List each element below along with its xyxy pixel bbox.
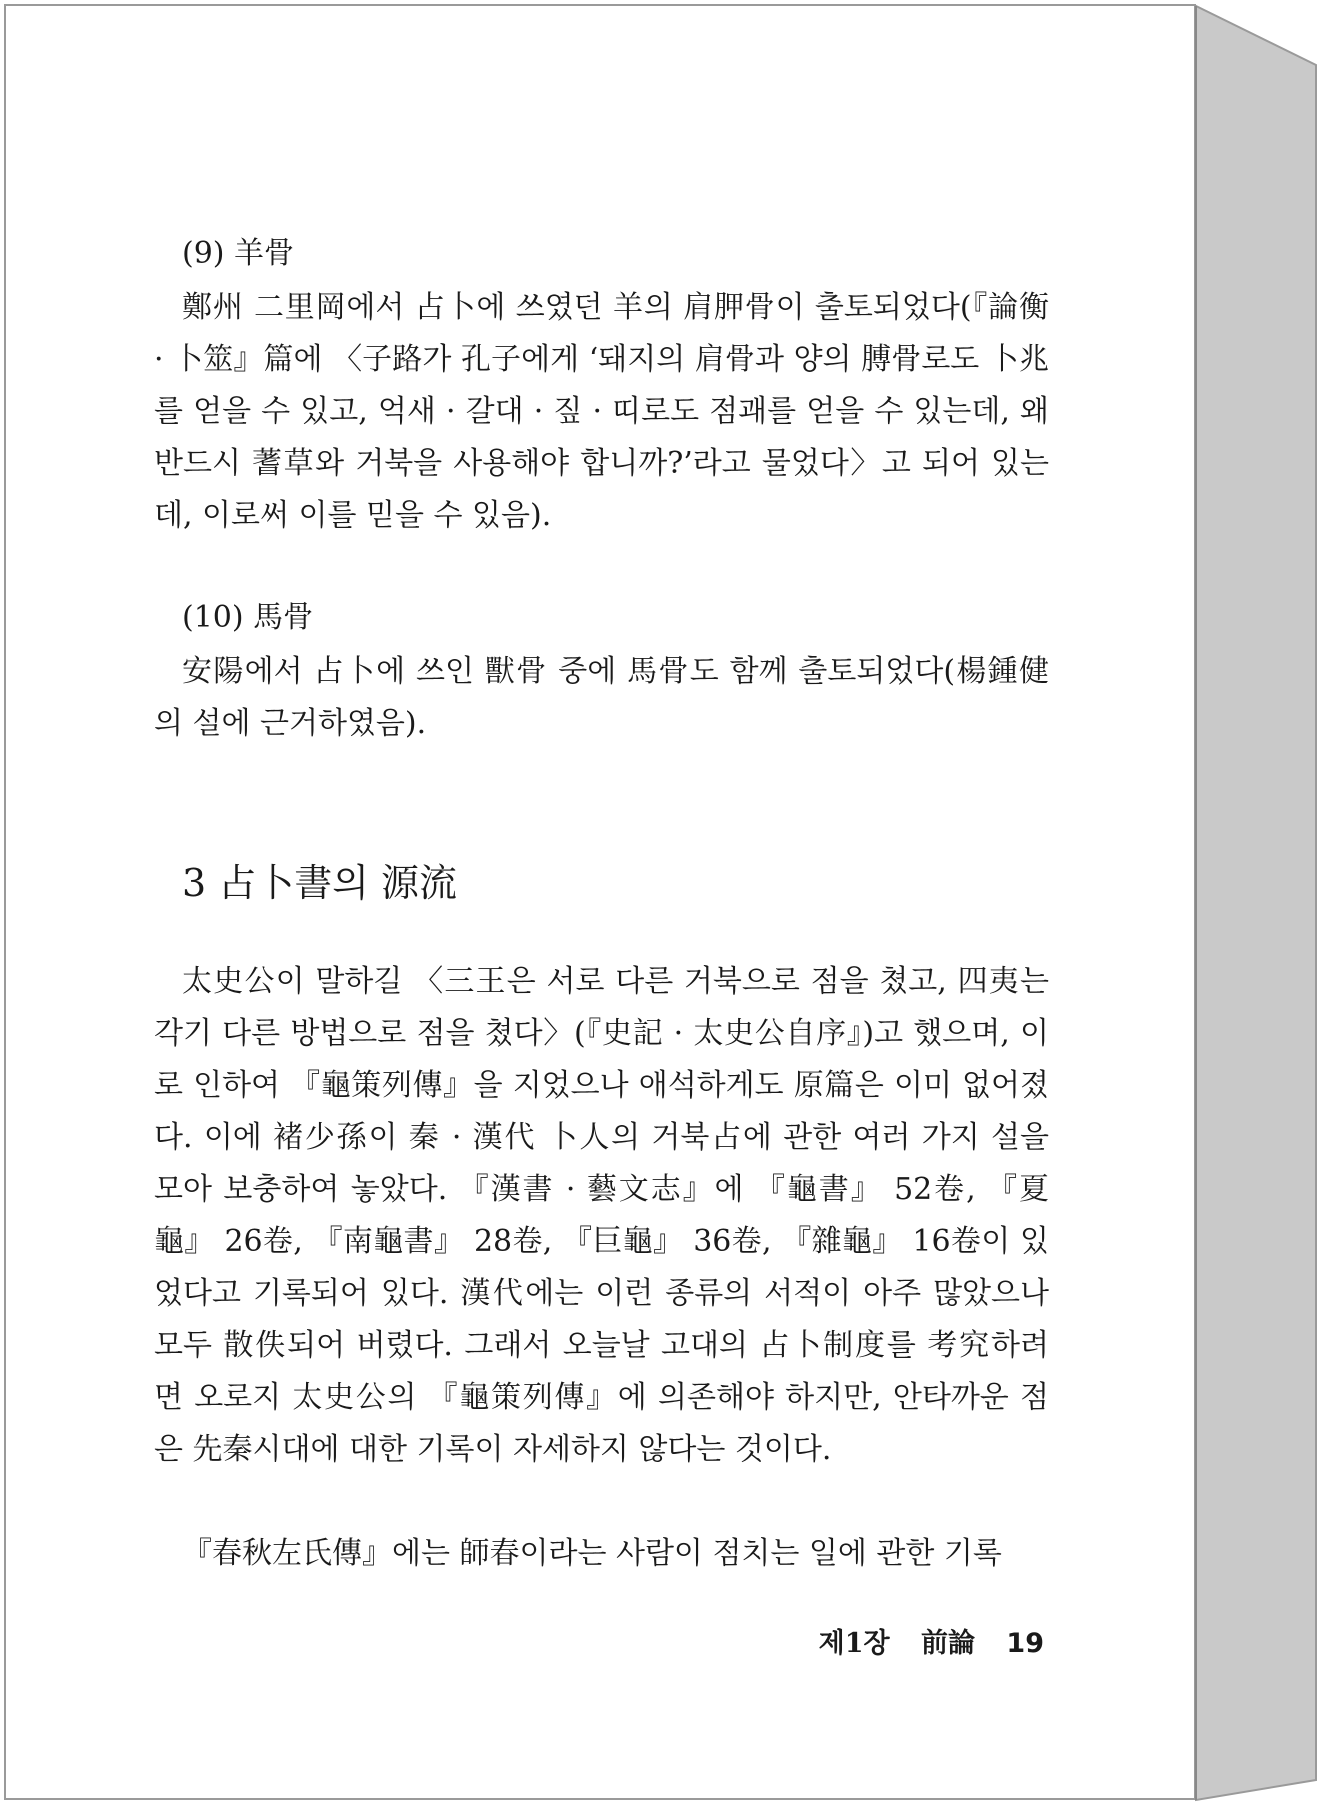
footer-chapter-title: 前論 [921, 1628, 976, 1659]
book-spine [1196, 6, 1316, 1800]
section-9-heading: (9) 羊骨 [182, 236, 295, 271]
section-10-body: 安陽에서 占卜에 쓰인 獸骨 중에 馬骨도 함께 출토되었다(楊鍾健의 설에 근거하였음). [154, 654, 1049, 741]
section-3-heading: 3 占卜書의 源流 [182, 861, 458, 905]
book-page [4, 4, 1196, 1800]
section-10-heading: (10) 馬骨 [182, 600, 314, 635]
page-number: 19 [1006, 1628, 1044, 1659]
section-9-body: 鄭州 二里岡에서 占卜에 쓰였던 羊의 肩胛骨이 출토되었다(『論衡 · 卜筮』篇에 〈子路가 孔子에게 ‘돼지의 肩骨과 양의 膊骨로도 卜兆를 얻을 수 있고, 억새 · 갈대 · 짚 · 띠로도 점괘를 얻을 수 있는데, 왜 반드시 蓍草와 거북을 사용해야 합니까?’라고 물었다〉고 되어 있는데, 이로써 이를 믿을 수 있음). [154, 290, 1049, 533]
page-footer [797, 1624, 1044, 1664]
footer-chapter: 제1장 [818, 1628, 890, 1659]
section-3-paragraph-2: 『春秋左氏傳』에는 師春이라는 사람이 점치는 일에 관한 기록 [182, 1536, 1002, 1571]
section-3-paragraph-1: 太史公이 말하길 〈三王은 서로 다른 거북으로 점을 쳤고, 四夷는 각기 다른 방법으로 점을 쳤다〉(『史記 · 太史公自序』)고 했으며, 이로 인하여 『龜策列傳』을 지었으나 애석하게도 原篇은 이미 없어졌다. 이에 褚少孫이 秦 · 漢代 卜人의 거북占에 관한 여러 가지 설을 모아 보충하여 놓았다. 『漢書 · 藝文志』에 『龜書』 52卷, 『夏龜』 26卷, 『南龜書』 28卷, 『巨龜』 36卷, 『雜龜』 16卷이 있었다고 기록되어 있다. 漢代에는 이런 종류의 서적이 아주 많았으나 모두 散佚되어 버렸다. 그래서 오늘날 고대의 占卜制度를 考究하려면 오로지 太史公의 『龜策列傳』에 의존해야 하지만, 안타까운 점은 先秦시대에 대한 기록이 자세하지 않다는 것이다. [154, 964, 1049, 1467]
